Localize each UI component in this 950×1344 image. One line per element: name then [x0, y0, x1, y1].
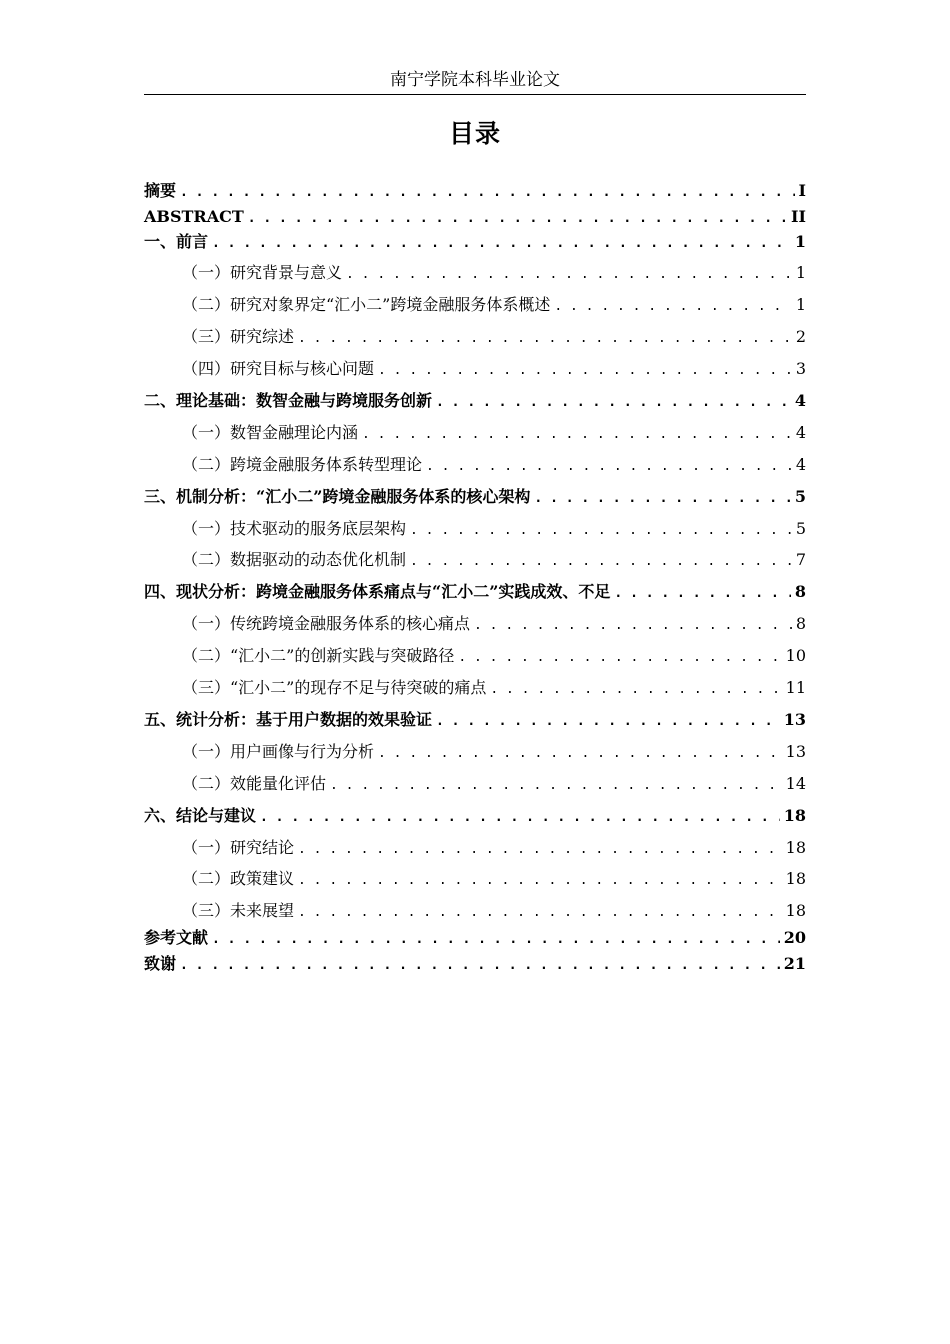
running-header [144, 68, 806, 95]
toc-entry[interactable] [182, 612, 806, 636]
toc-entry-page-number: 5 [795, 519, 806, 538]
toc-entry-page-number: 10 [785, 646, 806, 665]
toc-entry[interactable] [182, 740, 806, 764]
toc-entry-label: 参考文献 [144, 928, 209, 947]
toc-dot-leader [298, 869, 782, 893]
toc-entry-label: （一）用户画像与行为分析 [182, 742, 375, 761]
page-title: 目录 [448, 119, 501, 148]
toc-entry-page-number: 13 [785, 742, 806, 761]
toc-entry-page-number: 18 [783, 806, 806, 825]
toc-entry-label: （四）研究目标与核心问题 [182, 359, 375, 378]
toc-entry-label: （一）技术驱动的服务底层架构 [182, 519, 407, 538]
toc-entry-page-number: 1 [795, 263, 806, 282]
toc-entry-page-number: 8 [794, 582, 806, 601]
toc-entry[interactable] [182, 644, 806, 668]
toc-dot-leader [298, 327, 792, 351]
toc-entry-label: （一）研究背景与意义 [182, 263, 343, 282]
toc-entry-label: （二）跨境金融服务体系转型理论 [182, 455, 423, 474]
toc-dot-leader [212, 928, 780, 952]
toc-dot-leader [474, 614, 792, 638]
toc-entry[interactable] [144, 952, 806, 976]
toc-entry[interactable] [144, 485, 806, 509]
toc-dot-leader [330, 774, 782, 798]
toc-entry-label: 五、统计分析：基于用户数据的效果验证 [144, 710, 433, 729]
toc-entry[interactable] [182, 453, 806, 477]
toc-entry-page-number: 4 [795, 423, 806, 442]
toc-entry[interactable] [182, 293, 806, 317]
toc-dot-leader [248, 207, 787, 231]
toc-entry-page-number: 14 [785, 774, 806, 793]
toc-entry-label: ABSTRACT [144, 207, 244, 226]
toc-entry-label: 一、前言 [144, 232, 209, 251]
toc-entry-page-number: 4 [795, 455, 806, 474]
toc-entry-page-number: 8 [795, 614, 806, 633]
toc-entry-label: （三）未来展望 [182, 901, 295, 920]
toc-entry[interactable] [144, 179, 806, 203]
toc-dot-leader [378, 742, 782, 766]
toc-entry-page-number: 11 [785, 678, 806, 697]
toc-entry-page-number: II [791, 207, 806, 226]
toc-entry-label: （一）传统跨境金融服务体系的核心痛点 [182, 614, 471, 633]
toc-dot-leader [346, 263, 792, 287]
toc-entry[interactable] [182, 421, 806, 445]
toc-entry-label: （一）研究结论 [182, 838, 295, 857]
toc-entry-page-number: 20 [783, 928, 806, 947]
toc-entry-label: 二、理论基础：数智金融与跨境服务创新 [144, 391, 433, 410]
toc-entry[interactable] [182, 517, 806, 541]
toc-entry-page-number: 5 [794, 487, 806, 506]
toc-entry[interactable] [144, 230, 806, 254]
toc-dot-leader [298, 901, 782, 925]
toc-entry-label: 三、机制分析：“汇小二”跨境金融服务体系的核心架构 [144, 487, 531, 506]
toc-entry[interactable] [182, 836, 806, 860]
toc-dot-leader [458, 646, 781, 670]
toc-entry-page-number: 3 [795, 359, 806, 378]
toc-entry[interactable] [182, 899, 806, 923]
running-header-text: 南宁学院本科毕业论文 [390, 70, 560, 90]
toc-entry-page-number: 1 [795, 295, 806, 314]
toc-entry-page-number: 4 [794, 391, 806, 410]
toc-dot-leader [180, 954, 780, 978]
toc-entry[interactable] [144, 926, 806, 950]
toc-entry-page-number: 18 [785, 869, 806, 888]
toc-dot-leader [426, 455, 792, 479]
toc-entry-page-number: 13 [783, 710, 806, 729]
toc-entry[interactable] [182, 548, 806, 572]
toc-dot-leader [614, 582, 790, 606]
toc-entry[interactable] [182, 772, 806, 796]
toc-dot-leader [180, 181, 795, 205]
toc-entry-page-number: 2 [795, 327, 806, 346]
toc-dot-leader [490, 678, 781, 702]
toc-entry-label: 四、现状分析：跨境金融服务体系痛点与“汇小二”实践成效、不足 [144, 582, 611, 601]
toc-entry-page-number: I [798, 181, 806, 200]
toc-entry-page-number: 18 [785, 901, 806, 920]
toc-entry[interactable] [182, 357, 806, 381]
toc-entry-label: （二）研究对象界定“汇小二”跨境金融服务体系概述 [182, 295, 551, 314]
toc-entry-label: （二）数据驱动的动态优化机制 [182, 550, 407, 569]
toc-entry-label: 致谢 [144, 954, 177, 973]
toc-dot-leader [410, 550, 792, 574]
toc-entry[interactable] [144, 580, 806, 604]
toc-entry-label: 摘要 [144, 181, 177, 200]
toc-entry[interactable] [182, 325, 806, 349]
toc-entry-label: （二）政策建议 [182, 869, 295, 888]
toc-dot-leader [212, 232, 791, 256]
toc-entry-page-number: 18 [785, 838, 806, 857]
toc-dot-leader [436, 710, 780, 734]
toc-dot-leader [362, 423, 792, 447]
toc-entry[interactable] [144, 205, 806, 229]
toc-entry-label: 六、结论与建议 [144, 806, 257, 825]
toc-dot-leader [260, 806, 780, 830]
toc-dot-leader [534, 487, 790, 511]
toc-entry-page-number: 7 [795, 550, 806, 569]
toc-dot-leader [298, 838, 782, 862]
toc-entry[interactable] [182, 867, 806, 891]
toc-dot-leader [554, 295, 791, 319]
toc-dot-leader [410, 519, 792, 543]
toc-dot-leader [378, 359, 792, 383]
toc-entry-label: （二）效能量化评估 [182, 774, 327, 793]
toc-entry[interactable] [144, 708, 806, 732]
toc-entry[interactable] [182, 676, 806, 700]
toc-entry[interactable] [144, 389, 806, 413]
toc-entry-label: （二）“汇小二”的创新实践与突破路径 [182, 646, 455, 665]
toc-entry[interactable] [182, 261, 806, 285]
toc-entry-page-number: 1 [794, 232, 806, 251]
toc-dot-leader [436, 391, 791, 415]
toc-entry-label: （三）“汇小二”的现存不足与待突破的痛点 [182, 678, 487, 697]
toc-entry-label: （三）研究综述 [182, 327, 295, 346]
toc-entry[interactable] [144, 804, 806, 828]
toc-entry-page-number: 21 [783, 954, 806, 973]
toc-entry-label: （一）数智金融理论内涵 [182, 423, 359, 442]
